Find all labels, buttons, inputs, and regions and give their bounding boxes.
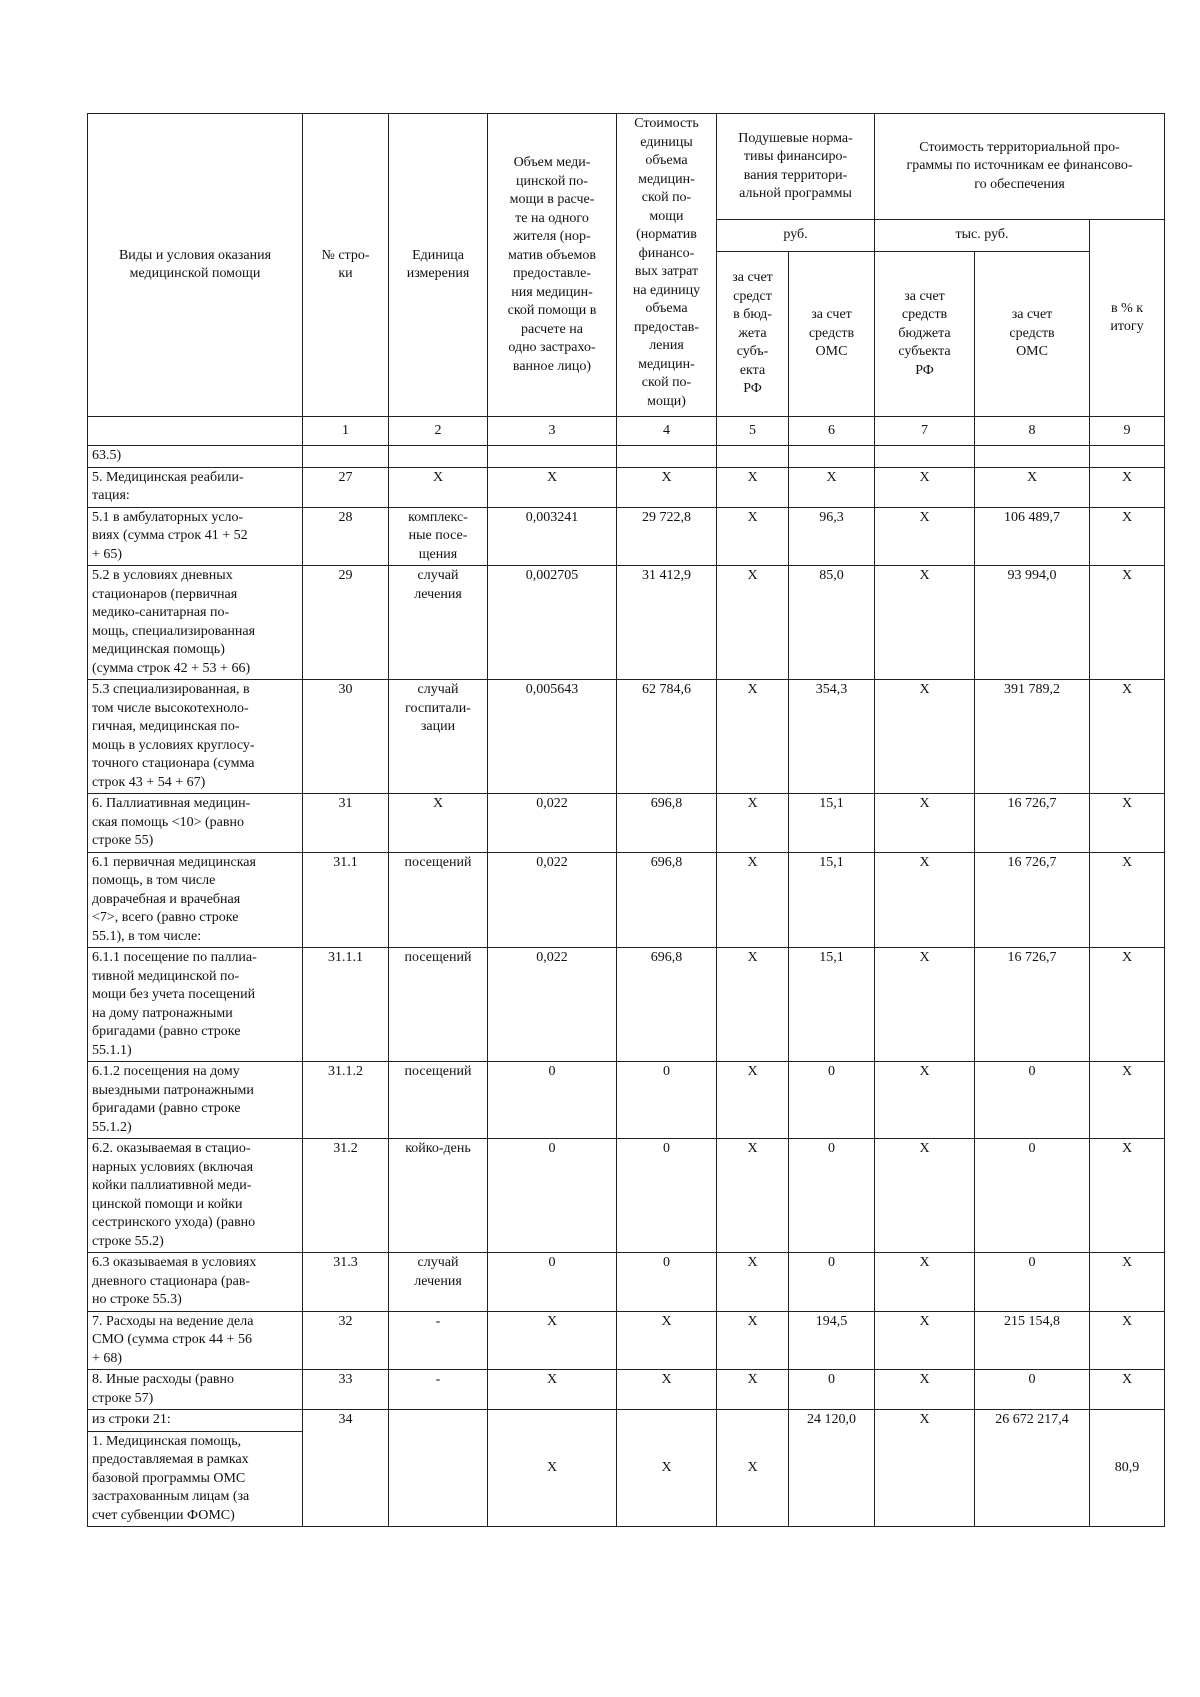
row-cost: 31 412,9 (617, 566, 717, 680)
column-number: 9 (1090, 417, 1165, 446)
header-unit: Единица измерения (389, 114, 488, 417)
row-cost: X (617, 1370, 717, 1410)
row-oms-total: 93 994,0 (975, 566, 1090, 680)
header-oms-6: за счет средств ОМС (789, 252, 875, 417)
table-row (88, 948, 1165, 1062)
row-oms-per-capita: 15,1 (789, 794, 875, 853)
table-row-34 (88, 1410, 1165, 1527)
row-number: 27 (303, 467, 389, 507)
row-percent: X (1090, 794, 1165, 853)
row-budget-total: X (875, 1311, 975, 1370)
row-volume: 0 (488, 1139, 617, 1253)
column-number: 8 (975, 417, 1090, 446)
row-unit: - (389, 1311, 488, 1370)
row-volume: 0 (488, 1253, 617, 1312)
header-unit-thousand-rub: тыс. руб. (875, 220, 1090, 252)
row-number: 29 (303, 566, 389, 680)
row-label: 5. Медицинская реабили- тация: (88, 467, 303, 507)
row-label (88, 1410, 303, 1527)
column-number: 3 (488, 417, 617, 446)
row-cost: 0 (617, 1062, 717, 1139)
table-row (88, 1253, 1165, 1312)
row-label: 5.1 в амбулаторных усло- виях (сумма строк 41 + 52 + 65) (88, 507, 303, 566)
column-number: 7 (875, 417, 975, 446)
table-row (88, 1062, 1165, 1139)
row-oms-per-capita: 15,1 (789, 852, 875, 948)
row-unit: X (389, 467, 488, 507)
row-percent (1090, 446, 1165, 468)
row-oms-total: 16 726,7 (975, 948, 1090, 1062)
row-percent: X (1090, 1253, 1165, 1312)
row-volume: X (488, 1370, 617, 1410)
table-row (88, 446, 1165, 468)
row-volume: X (488, 467, 617, 507)
header-kind: Виды и условия оказания медицинской помощи (88, 114, 303, 417)
row-oms-per-capita: 0 (789, 1253, 875, 1312)
row-percent: X (1090, 566, 1165, 680)
table-row (88, 1139, 1165, 1253)
row-oms-per-capita: 96,3 (789, 507, 875, 566)
row-volume: 0,005643 (488, 680, 617, 794)
row-volume: 0,003241 (488, 507, 617, 566)
row-label: 6.1 первичная медицинская помощь, в том числе доврачебная и врачебная <7>, всего (равно строке 55.1), в том числе: (88, 852, 303, 948)
row-unit: случай госпитали- зации (389, 680, 488, 794)
row-oms-total: 106 489,7 (975, 507, 1090, 566)
column-number: 5 (717, 417, 789, 446)
header-per-capita: Подушевые норма- тивы финансиро- вания территори- альной программы (717, 114, 875, 220)
row-budget-per-capita: X (717, 1253, 789, 1312)
row-budget-per-capita: X (717, 1139, 789, 1253)
row-oms-per-capita: X (789, 467, 875, 507)
row-oms-per-capita: 24 120,0 (789, 1410, 875, 1527)
column-number: 4 (617, 417, 717, 446)
row-budget-per-capita: X (717, 507, 789, 566)
row-budget-per-capita: X (717, 1370, 789, 1410)
row-budget-per-capita: X (717, 680, 789, 794)
row-number: 32 (303, 1311, 389, 1370)
row-unit: посещений (389, 852, 488, 948)
row-label: 6.2. оказываемая в стацио- нарных условиях (включая койки паллиативной меди- цинской помощи и койки сестринского ухода) (равно строке 55.2) (88, 1139, 303, 1253)
row-volume: 0,022 (488, 948, 617, 1062)
table-row (88, 1311, 1165, 1370)
row-unit: комплекс- ные посе- щения (389, 507, 488, 566)
row-number: 31.1.2 (303, 1062, 389, 1139)
row-oms-total: 0 (975, 1370, 1090, 1410)
table-body (88, 446, 1165, 1527)
row-budget-total (875, 446, 975, 468)
row-label: 5.3 специализированная, в том числе высокотехноло- гичная, медицинская по- мощь в условиях круглосу- точного стационара (сумма строк 43 + 54 + 67) (88, 680, 303, 794)
row-budget-per-capita: X (717, 852, 789, 948)
row-label-main: 1. Медицинская помощь, предоставляемая в рамках базовой программы ОМС застрахованным лицам (за счет субвенции ФОМС) (92, 1433, 250, 1523)
row-budget-per-capita: X (717, 467, 789, 507)
row-budget-per-capita: X (717, 566, 789, 680)
row-oms-per-capita: 85,0 (789, 566, 875, 680)
row-oms-total: 0 (975, 1139, 1090, 1253)
row-cost: 696,8 (617, 794, 717, 853)
row-oms-per-capita: 0 (789, 1370, 875, 1410)
row-number: 28 (303, 507, 389, 566)
row-budget-per-capita: X (717, 1311, 789, 1370)
row-oms-per-capita: 0 (789, 1139, 875, 1253)
row-unit: посещений (389, 1062, 488, 1139)
row-percent: X (1090, 1370, 1165, 1410)
row-volume: 0,022 (488, 794, 617, 853)
row-oms-total (975, 446, 1090, 468)
column-number: 1 (303, 417, 389, 446)
row-budget-total: X (875, 1370, 975, 1410)
row-unit: случай лечения (389, 1253, 488, 1312)
table-row (88, 1370, 1165, 1410)
row-unit (389, 446, 488, 468)
row-label: 6. Паллиативная медицин- ская помощь <10> (равно строке 55) (88, 794, 303, 853)
row-number: 31.3 (303, 1253, 389, 1312)
row-budget-total: X (875, 1410, 975, 1527)
row-percent: X (1090, 680, 1165, 794)
row-budget-per-capita: X (717, 948, 789, 1062)
table-row (88, 852, 1165, 948)
row-cost: 0 (617, 1253, 717, 1312)
row-cost: 0 (617, 1139, 717, 1253)
row-budget-per-capita: X (717, 1410, 789, 1527)
row-label: 8. Иные расходы (равно строке 57) (88, 1370, 303, 1410)
row-unit: посещений (389, 948, 488, 1062)
header-budget-5: за счет средст в бюд- жета субъ- екта РФ (717, 252, 789, 417)
row-number: 31.2 (303, 1139, 389, 1253)
row-cost: X (617, 1410, 717, 1527)
row-number: 31 (303, 794, 389, 853)
header-row-no: № стро- ки (303, 114, 389, 417)
row-budget-total: X (875, 680, 975, 794)
column-numbers-row (88, 417, 1165, 446)
row-percent: X (1090, 1062, 1165, 1139)
row-cost: 62 784,6 (617, 680, 717, 794)
table-row (88, 680, 1165, 794)
row-oms-total: 26 672 217,4 (975, 1410, 1090, 1527)
row-oms-per-capita: 0 (789, 1062, 875, 1139)
row-oms-per-capita (789, 446, 875, 468)
row-unit: койко-день (389, 1139, 488, 1253)
row-oms-total: 0 (975, 1253, 1090, 1312)
financing-table (87, 113, 1165, 1527)
row-percent: X (1090, 1311, 1165, 1370)
row-number (303, 446, 389, 468)
row-unit: X (389, 794, 488, 853)
row-percent: X (1090, 1139, 1165, 1253)
row-budget-per-capita: X (717, 794, 789, 853)
row-percent: X (1090, 948, 1165, 1062)
row-number: 31.1.1 (303, 948, 389, 1062)
header-unit-rub: руб. (717, 220, 875, 252)
column-number (88, 417, 303, 446)
row-budget-per-capita: X (717, 1062, 789, 1139)
row-volume: 0,022 (488, 852, 617, 948)
row-percent: X (1090, 852, 1165, 948)
row-budget-per-capita (717, 446, 789, 468)
row-budget-total: X (875, 948, 975, 1062)
header-budget-7: за счет средств бюджета субъекта РФ (875, 252, 975, 417)
header-oms-8: за счет средств ОМС (975, 252, 1090, 417)
row-budget-total: X (875, 507, 975, 566)
row-unit: - (389, 1370, 488, 1410)
row-cost: 696,8 (617, 948, 717, 1062)
row-label: 5.2 в условиях дневных стационаров (первичная медико-санитарная по- мощь, специализированная медицинская помощь) (сумма строк 42 + 53 + 66) (88, 566, 303, 680)
row-budget-total: X (875, 566, 975, 680)
row-label: 63.5) (88, 446, 303, 468)
row-budget-total: X (875, 1139, 975, 1253)
row-cost: X (617, 1311, 717, 1370)
row-percent: X (1090, 507, 1165, 566)
table-row (88, 507, 1165, 566)
row-oms-total: 16 726,7 (975, 794, 1090, 853)
column-number: 2 (389, 417, 488, 446)
row-unit: случай лечения (389, 566, 488, 680)
table-row (88, 566, 1165, 680)
row-percent: 80,9 (1090, 1410, 1165, 1527)
header-cost: Стоимость единицы объема медицин- ской по- мощи (норматив финансо- вых затрат на единицу объема предостав- ления медицин- ской по- мощи) (617, 114, 717, 417)
row-oms-per-capita: 15,1 (789, 948, 875, 1062)
table-row (88, 467, 1165, 507)
row-label: 6.1.2 посещения на дому выездными патронажными бригадами (равно строке 55.1.2) (88, 1062, 303, 1139)
row-cost: X (617, 467, 717, 507)
column-number: 6 (789, 417, 875, 446)
row-volume: 0,002705 (488, 566, 617, 680)
row-oms-total: X (975, 467, 1090, 507)
row-oms-total: 0 (975, 1062, 1090, 1139)
row-percent: X (1090, 467, 1165, 507)
row-volume (488, 446, 617, 468)
row-label: 6.1.1 посещение по паллиа- тивной медицинской по- мощи без учета посещений на дому патронажными бригадами (равно строке 55.1.1) (88, 948, 303, 1062)
row-oms-total: 16 726,7 (975, 852, 1090, 948)
row-oms-per-capita: 354,3 (789, 680, 875, 794)
row-cost: 696,8 (617, 852, 717, 948)
table-row (88, 794, 1165, 853)
row-budget-total: X (875, 794, 975, 853)
row-volume: 0 (488, 1062, 617, 1139)
row-budget-total: X (875, 852, 975, 948)
row-label: 6.3 оказываемая в условиях дневного стационара (рав- но строке 55.3) (88, 1253, 303, 1312)
row-number: 33 (303, 1370, 389, 1410)
row-oms-per-capita: 194,5 (789, 1311, 875, 1370)
header-percent: в % к итогу (1090, 220, 1165, 417)
row-number: 34 (303, 1410, 389, 1527)
row-cost (617, 446, 717, 468)
header-volume: Объем меди- цинской по- мощи в расче- те на одного жителя (нор- матив объемов предоставле- ния медицин- ской помощи в расчете на одно застрахо- ванное лицо) (488, 114, 617, 417)
row-label: 7. Расходы на ведение дела СМО (сумма строк 44 + 56 + 68) (88, 1311, 303, 1370)
row-budget-total: X (875, 1062, 975, 1139)
row-cost: 29 722,8 (617, 507, 717, 566)
row-budget-total: X (875, 1253, 975, 1312)
row-number: 31.1 (303, 852, 389, 948)
row-oms-total: 215 154,8 (975, 1311, 1090, 1370)
row-budget-total: X (875, 467, 975, 507)
row-volume: X (488, 1410, 617, 1527)
row-unit (389, 1410, 488, 1527)
row-volume: X (488, 1311, 617, 1370)
header-territorial: Стоимость территориальной про- граммы по источникам ее финансово- го обеспечения (875, 114, 1165, 220)
row-label-prefix: из строки 21: (88, 1410, 302, 1432)
row-number: 30 (303, 680, 389, 794)
row-oms-total: 391 789,2 (975, 680, 1090, 794)
